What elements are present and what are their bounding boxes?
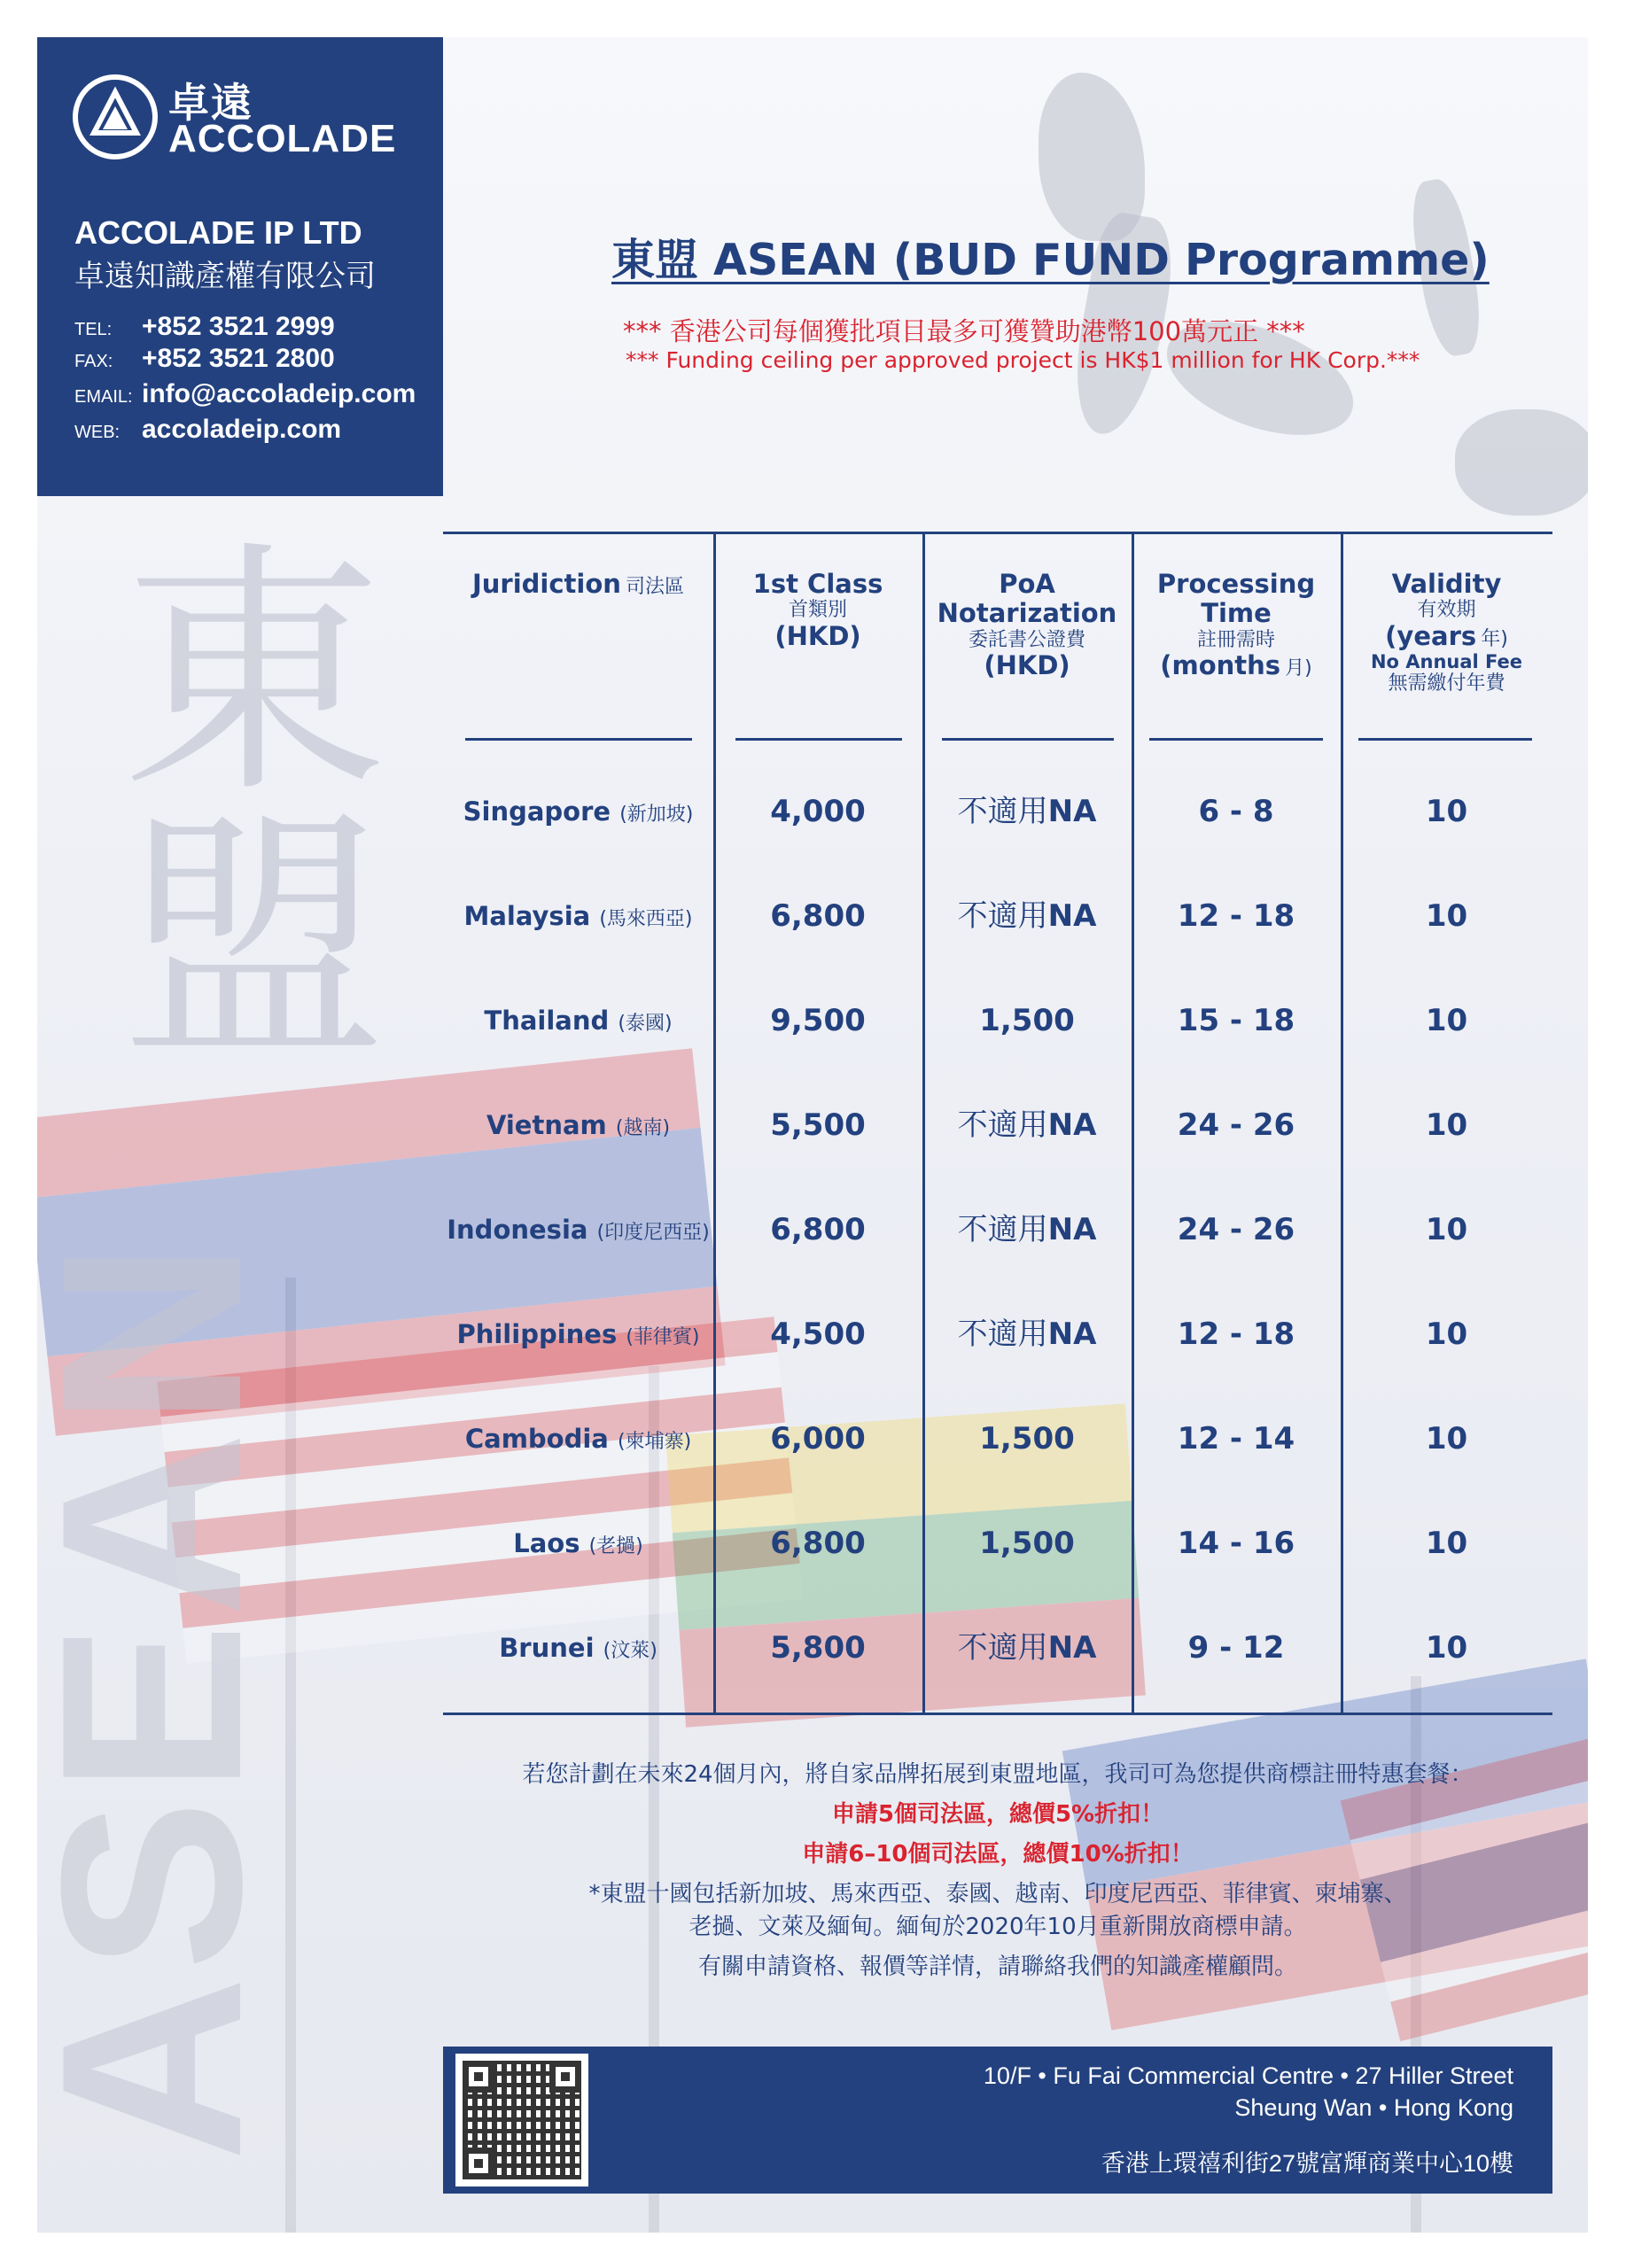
validity-years: 10: [1425, 1630, 1468, 1666]
header-rule: [942, 738, 1114, 741]
processing-time: 24 - 26: [1177, 1107, 1295, 1143]
header-text-cn: 委託書公證費: [968, 628, 1085, 651]
accolade-logo: [73, 74, 445, 181]
logo-english-text: ACCOLADE: [168, 117, 397, 160]
offer-five-jurisdictions: 申請5個司法區，總價5%折扣！: [831, 1801, 1164, 1828]
poa-na-en: NA: [1047, 794, 1097, 829]
header-first-class: [713, 570, 922, 651]
first-class-fee: 6,800: [770, 898, 866, 934]
poa-na-cn: 不適用: [957, 1317, 1048, 1352]
poa-fee: [922, 789, 1132, 834]
first-class-fee: 4,500: [770, 1317, 866, 1352]
contact-fax: [74, 344, 335, 374]
jurisdiction-name-cn: (泰國): [618, 1013, 673, 1035]
table-row-jurisdiction: [443, 1626, 713, 1670]
poa-na-en: NA: [1047, 1630, 1097, 1666]
poa-na-cn: 不適用: [957, 1212, 1048, 1247]
poa-fee: 1,500: [979, 1421, 1075, 1456]
header-processing: [1132, 570, 1341, 680]
company-name-en: ACCOLADE IP LTD: [74, 214, 362, 251]
poa-fee: [922, 894, 1132, 938]
offer-six-to-ten-jurisdictions: 申請6–10個司法區，總價10%折扣！: [802, 1841, 1194, 1868]
header-text-cn: 司法區: [626, 576, 685, 598]
contact-label: WEB:: [74, 423, 121, 442]
jurisdiction-name: Indonesia: [447, 1215, 588, 1245]
contact-email: [74, 379, 416, 409]
header-rule: [465, 738, 692, 741]
header-text-cn: 有效期: [1417, 599, 1476, 622]
jurisdiction-name: Philippines: [456, 1319, 618, 1349]
contact-label: TEL:: [74, 320, 113, 339]
validity-years: 10: [1425, 794, 1468, 829]
processing-time: 12 - 14: [1177, 1421, 1295, 1456]
header-text: PoA: [999, 569, 1055, 599]
poa-fee: [922, 1208, 1132, 1252]
jurisdiction-name-cn: (新加坡): [619, 804, 694, 826]
processing-time: 12 - 18: [1177, 1317, 1295, 1352]
table-row-jurisdiction: [443, 1208, 713, 1252]
company-header: [37, 37, 443, 496]
header-rule: [1149, 738, 1323, 741]
header-text: Juridiction: [471, 569, 621, 599]
jurisdiction-name-cn: (印度尼西亞): [596, 1222, 710, 1244]
header-poa: [922, 570, 1132, 680]
validity-years: 10: [1425, 1421, 1468, 1456]
table-row-jurisdiction: [443, 1417, 713, 1461]
poa-na-en: NA: [1047, 1212, 1097, 1247]
jurisdiction-name-cn: (老撾): [588, 1535, 643, 1557]
table-row-jurisdiction: [443, 1312, 713, 1356]
jurisdiction-name-cn: (柬埔寨): [617, 1431, 692, 1453]
processing-time: 12 - 18: [1177, 898, 1295, 934]
asean-note-line1: *東盟十國包括新加坡、馬來西亞、泰國、越南、印度尼西亞、菲律賓、柬埔寨、: [588, 1881, 1407, 1907]
validity-years: 10: [1425, 1107, 1468, 1143]
validity-years: 10: [1425, 1003, 1468, 1038]
qr-finder: [463, 2061, 494, 2093]
header-text: 1st Class: [752, 569, 883, 599]
header-text: (HKD): [984, 649, 1070, 680]
header-rule: [1358, 738, 1532, 741]
asean-note-line2: 老撾、文萊及緬甸。緬甸於2020年10月重新開放商標申請。: [689, 1914, 1307, 1940]
header-text: Notarization: [937, 598, 1117, 629]
poa-fee: 1,500: [979, 1526, 1075, 1561]
poa-na-cn: 不適用: [957, 794, 1048, 829]
funding-note-cn: *** 香港公司每個獲批項目最多可獲贊助港幣100萬元正 ***: [623, 316, 1305, 346]
address-line1: 10/F • Fu Fai Commercial Centre • 27 Hiller Street: [983, 2062, 1513, 2089]
header-text: (HKD): [774, 620, 861, 651]
logo-emblem-icon: [73, 74, 158, 159]
header-text-cn: 無需繳付年費: [1388, 672, 1505, 695]
header-text: Validity: [1391, 569, 1502, 599]
jurisdiction-name: Cambodia: [464, 1424, 609, 1454]
poa-na-cn: 不適用: [957, 898, 1048, 934]
validity-years: 10: [1425, 1526, 1468, 1561]
watermark-chinese: 東盟: [76, 532, 385, 1063]
poa-na-en: NA: [1047, 1107, 1097, 1143]
poa-na-en: NA: [1047, 898, 1097, 934]
contact-note: 有關申請資格、報價等詳情，請聯絡我們的知識產權顧問。: [697, 1953, 1297, 1980]
offer-notes: [443, 1756, 1552, 1988]
contact-web: [74, 415, 341, 445]
header-jurisdiction: [443, 570, 713, 599]
contact-label: FAX:: [74, 352, 113, 371]
qr-pattern: [463, 2061, 581, 2179]
first-class-fee: 9,500: [770, 1003, 866, 1038]
poa-fee: 1,500: [979, 1003, 1075, 1038]
first-class-fee: 6,800: [770, 1526, 866, 1561]
first-class-fee: 6,800: [770, 1212, 866, 1247]
poa-fee: [922, 1103, 1132, 1147]
header-text-cn: 註冊需時: [1196, 628, 1275, 651]
jurisdiction-name-cn: (越南): [615, 1117, 671, 1139]
table-row-jurisdiction: [443, 894, 713, 938]
jurisdiction-name: Thailand: [484, 1006, 610, 1036]
website-link[interactable]: accoladeip.com: [142, 415, 342, 444]
header-text: No Annual Fee: [1370, 650, 1523, 672]
logo-chinese-text: 卓遠: [168, 79, 253, 127]
validity-years: 10: [1425, 1212, 1468, 1247]
jurisdiction-name: Malaysia: [463, 901, 591, 931]
table-row-jurisdiction: [443, 998, 713, 1043]
processing-time: 15 - 18: [1177, 1003, 1295, 1038]
jurisdiction-name: Vietnam: [486, 1110, 607, 1140]
footer-address-bar: [443, 2047, 1552, 2194]
header-text: (years: [1385, 620, 1477, 651]
header-text-cn: 月): [1285, 656, 1312, 680]
qr-code-icon[interactable]: [455, 2054, 588, 2186]
poa-na-en: NA: [1047, 1317, 1097, 1352]
offer-intro: 若您計劃在未來24個月內，將自家品牌拓展到東盟地區，我司可為您提供商標註冊特惠套餐：: [522, 1761, 1474, 1788]
jurisdiction-name: Laos: [513, 1528, 580, 1558]
header-text-cn: 年): [1481, 627, 1508, 650]
funding-note-en: *** Funding ceiling per approved project is HK$1 million for HK Corp.***: [626, 347, 1420, 373]
processing-time: 6 - 8: [1198, 794, 1274, 829]
email-link[interactable]: info@accoladeip.com: [142, 379, 416, 408]
address-chinese: 香港上環禧利街27號富輝商業中心10樓: [1101, 2150, 1513, 2177]
processing-time: 9 - 12: [1187, 1630, 1285, 1666]
table-row-jurisdiction: [443, 1103, 713, 1147]
qr-finder: [549, 2061, 581, 2093]
poa-na-cn: 不適用: [957, 1630, 1048, 1666]
header-text-cn: 首類別: [788, 599, 847, 622]
first-class-fee: 6,000: [770, 1421, 866, 1456]
header-text: Time: [1201, 598, 1272, 629]
processing-time: 14 - 16: [1177, 1526, 1295, 1561]
first-class-fee: 5,800: [770, 1630, 866, 1666]
watermark-asean: ASEAN: [8, 1235, 295, 2162]
contact-tel: [74, 312, 335, 342]
table-row-jurisdiction: [443, 789, 713, 834]
header-text: Processing: [1156, 569, 1316, 599]
first-class-fee: 5,500: [770, 1107, 866, 1143]
jurisdiction-name: Singapore: [463, 796, 611, 827]
qr-finder: [463, 2148, 494, 2179]
company-name-cn: 卓遠知識產權有限公司: [74, 259, 376, 294]
poa-na-cn: 不適用: [957, 1107, 1048, 1143]
jurisdiction-name-cn: (馬來西亞): [599, 908, 693, 930]
address-line2: Sheung Wan • Hong Kong: [1234, 2094, 1513, 2121]
first-class-fee: 4,000: [770, 794, 866, 829]
poa-fee: [922, 1312, 1132, 1356]
page-title: 東盟 ASEAN (BUD FUND Programme): [611, 235, 1490, 285]
validity-years: 10: [1425, 1317, 1468, 1352]
header-validity: [1341, 570, 1552, 695]
jurisdiction-name-cn: (汶萊): [603, 1640, 657, 1662]
fax-value: +852 3521 2800: [142, 344, 335, 373]
processing-time: 24 - 26: [1177, 1212, 1295, 1247]
header-text: (months: [1160, 649, 1281, 680]
validity-years: 10: [1425, 898, 1468, 934]
header-rule: [735, 738, 902, 741]
tel-value[interactable]: +852 3521 2999: [142, 312, 335, 341]
jurisdiction-name-cn: (菲律賓): [626, 1326, 700, 1348]
poa-fee: [922, 1626, 1132, 1670]
table-row-jurisdiction: [443, 1521, 713, 1565]
jurisdiction-name: Brunei: [499, 1633, 595, 1663]
contact-label: EMAIL:: [74, 387, 133, 407]
fee-table: [443, 532, 1552, 1715]
map-landmass: [1455, 409, 1588, 516]
